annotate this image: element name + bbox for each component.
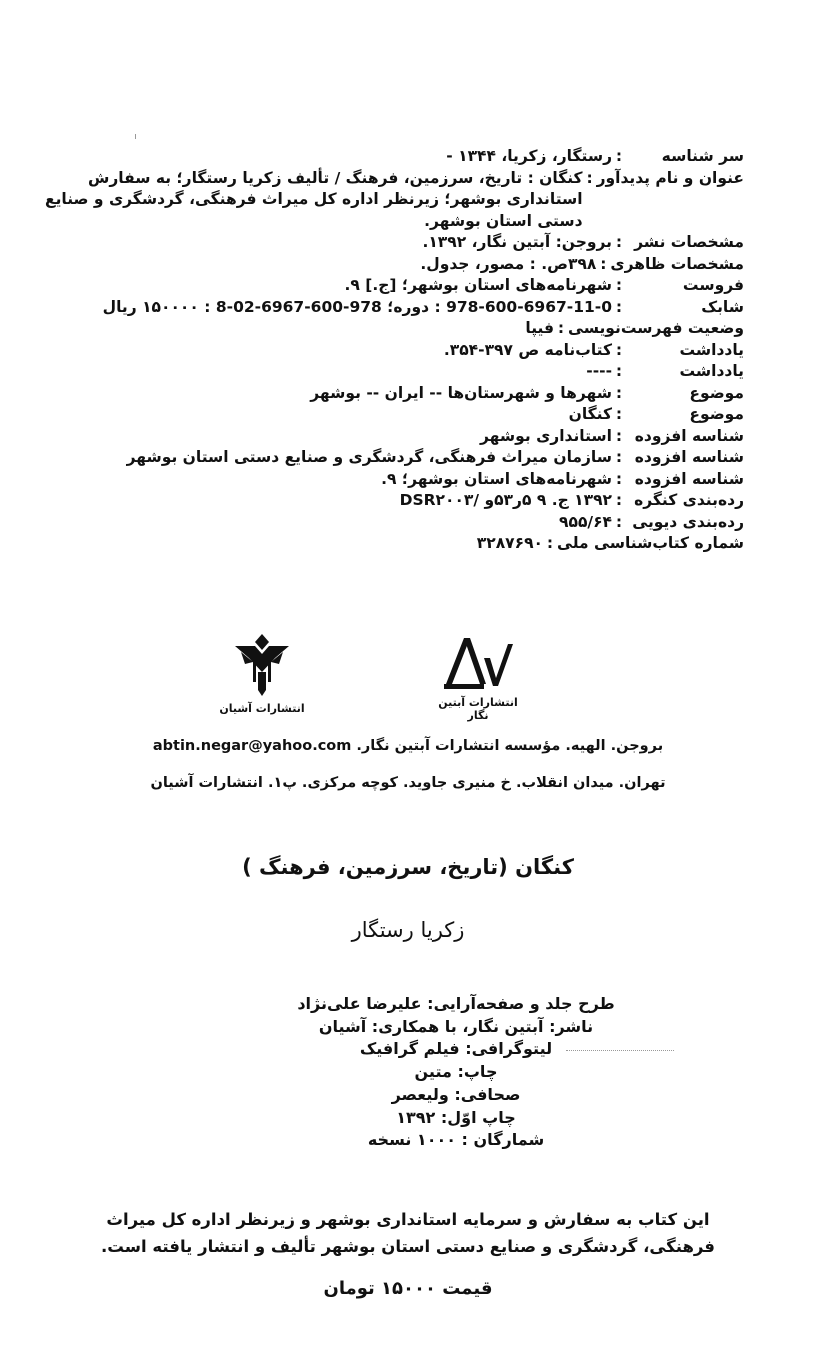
ashian-caption: انتشارات آشیان	[219, 702, 305, 715]
credit-line: لیتوگرافی: فیلم گرافیک	[359, 1039, 553, 1059]
credit-line: ناشر: آبتین نگار، با همکاری: آشیان	[318, 1016, 594, 1036]
credit-line: طرح جلد و صفحه‌آرایی: علیرضا علی‌نژاد	[297, 994, 615, 1013]
cip-row: فروست : شهرنامه‌های استان بوشهر؛ [ج.] ۹.	[344, 276, 744, 294]
credit-line: چاپ اوّل: ۱۳۹۲	[396, 1107, 516, 1127]
cip-row: رده‌بندی دیویی : ۹۵۵/۶۴	[559, 512, 744, 531]
cip-row: سر شناسه : رستگار، زکریا، ۱۳۴۴ -	[446, 147, 744, 165]
publisher-address-1: بروجن. الهیه. مؤسسه انتشارات آبتین نگار. abtin.negar@yahoo.com	[152, 738, 664, 754]
cip-row: مشخصات ظاهری : ۳۹۸ص. : مصور، جدول.	[420, 254, 744, 273]
cip-row: موضوع : کنگان	[568, 405, 744, 423]
cip-row: عنوان و نام پدیدآور : کنگان : تاریخ، سرزمین، فرهنگ / تألیف زکریا رستگار؛ به سفارش استانداری بوشهر؛ زیرنظر اداره کل میراث فرهنگی، گردشگری و صنایع دستی استان بوشهر.	[45, 168, 744, 230]
cip-row: شناسه افزوده : سازمان میراث فرهنگی، گردشگری و صنایع دستی استان بوشهر	[126, 448, 744, 466]
publisher-address-2: تهران. میدان انقلاب. خ منیری جاوید. کوچه مرکزی. پ۱. انتشارات آشیان	[150, 775, 666, 791]
cip-row: رده‌بندی کنگره : ۱۳۹۲ ج. ۹ ۵ر۵۳و /DSR۲۰۰۳	[399, 491, 744, 509]
sponsorship-statement: این کتاب به سفارش و سرمایه استانداری بوشهر و زیرنظر اداره کل میراث فرهنگی، گردشگری و صنایع دستی استان بوشهر تألیف و انتشار یافته است.	[101, 1210, 715, 1256]
abtin-negar-logo	[430, 632, 526, 722]
ashian-logo	[212, 632, 312, 715]
cip-row: یادداشت : کتاب‌نامه ص ۳۹۷-۳۵۴.	[443, 340, 744, 359]
cataloging-in-publication	[44, 146, 744, 555]
cip-row: وضعیت فهرست‌نویسی : فیپا	[525, 319, 744, 337]
credit-line: صحافی: ولیعصر	[391, 1084, 521, 1104]
abtin-negar-emblem-icon	[440, 632, 516, 692]
scan-speck	[135, 134, 136, 139]
cip-row: یادداشت : ----	[586, 362, 744, 380]
credit-line: شمارگان : ۱۰۰۰ نسخه	[367, 1130, 545, 1150]
production-credits	[0, 993, 816, 1152]
scan-artifact	[566, 1050, 674, 1052]
ashian-emblem-icon	[231, 632, 293, 698]
cip-row: شناسه افزوده : استانداری بوشهر	[480, 426, 744, 445]
book-price: قیمت ۱۵۰۰۰ تومان	[323, 1278, 493, 1299]
cip-row: موضوع : شهرها و شهرستان‌ها -- ایران -- بوشهر	[310, 383, 744, 402]
book-title: کنگان (تاریخ، سرزمین، فرهنگ )	[242, 855, 574, 879]
cip-row: شناسه افزوده : شهرنامه‌های استان بوشهر؛ ۹.	[381, 469, 744, 488]
book-author: زکریا رستگار	[351, 918, 465, 942]
credit-line: چاپ: متین	[414, 1062, 498, 1082]
publisher-logos	[0, 632, 816, 722]
cip-row: شماره کتاب‌شناسی ملی : ۳۲۸۷۶۹۰	[476, 534, 744, 552]
cip-row: شابک : 978-600-6967-11-0 : دوره؛ 978-600-6967-02-8 : ۱۵۰۰۰۰ ریال	[102, 297, 744, 316]
cip-row: مشخصات نشر : بروجن: آبتین نگار، ۱۳۹۲.	[422, 233, 744, 251]
abtin-negar-caption: انتشارات آبتین نگار	[438, 696, 518, 722]
